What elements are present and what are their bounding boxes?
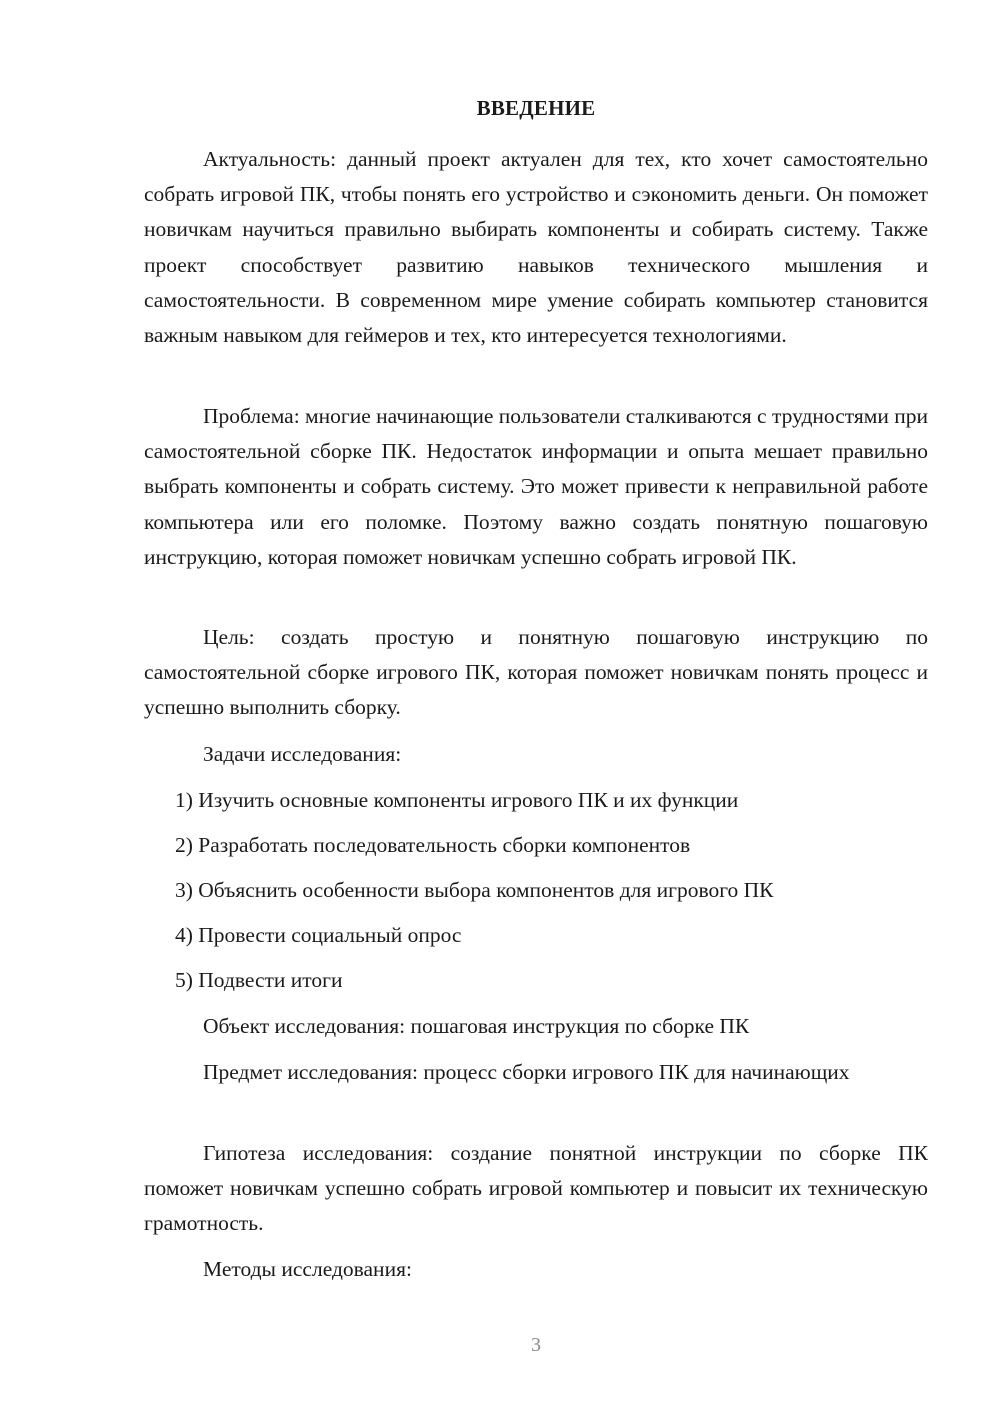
research-object: Объект исследования: пошаговая инструкция по сборке ПК [203,1014,750,1038]
list-item: 2) Разработать последовательность сборки компонентов [175,833,691,857]
list-item: 5) Подвести итоги [175,968,343,992]
list-item: 1) Изучить основные компоненты игрового ПК и их функции [175,788,739,812]
paragraph-actuality: Актуальность: данный проект актуален для тех, кто хочет самостоятельно собрать игровой ПК, чтобы понять его устройство и сэкономить деньги. Он поможет новичкам научиться правильно выбирать компоненты и собирать систему. Также проект способствует развитию навыков технического мышления и самостоятельности. В современном мире умение собирать компьютер становится важным навыком для геймеров и тех, кто интересуется технологиями. [144,147,928,348]
paragraph-problem: Проблема: многие начинающие пользователи сталкиваются с трудностями при самостоятельной сборке ПК. Недостаток информации и опыта мешает правильно выбрать компоненты и собрать систему. Это может привести к неправильной работе компьютера или его поломке. Поэтому важно создать понятную пошаговую инструкцию, которая поможет новичкам успешно собрать игровой ПК. [144,404,929,569]
list-item: 4) Провести социальный опрос [175,923,462,947]
tasks-heading: Задачи исследования: [203,742,402,766]
methods-heading: Методы исследования: [203,1257,412,1281]
research-hypothesis: Гипотеза исследования: создание понятной инструкции по сборке ПК поможет новичкам успешно собрать игровой компьютер и повысит их техническую грамотность. [144,1141,928,1236]
research-subject: Предмет исследования: процесс сборки игрового ПК для начинающих [203,1060,850,1084]
page-title: ВВЕДЕНИЕ [476,96,596,120]
list-item: 3) Объяснить особенности выбора компонентов для игрового ПК [175,878,774,902]
paragraph-goal: Цель: создать простую и понятную пошаговую инструкцию по самостоятельной сборке игрового ПК, которая поможет новичкам понять процесс и успешно выполнить сборку. [144,625,928,720]
page-number: 3 [531,1334,541,1356]
